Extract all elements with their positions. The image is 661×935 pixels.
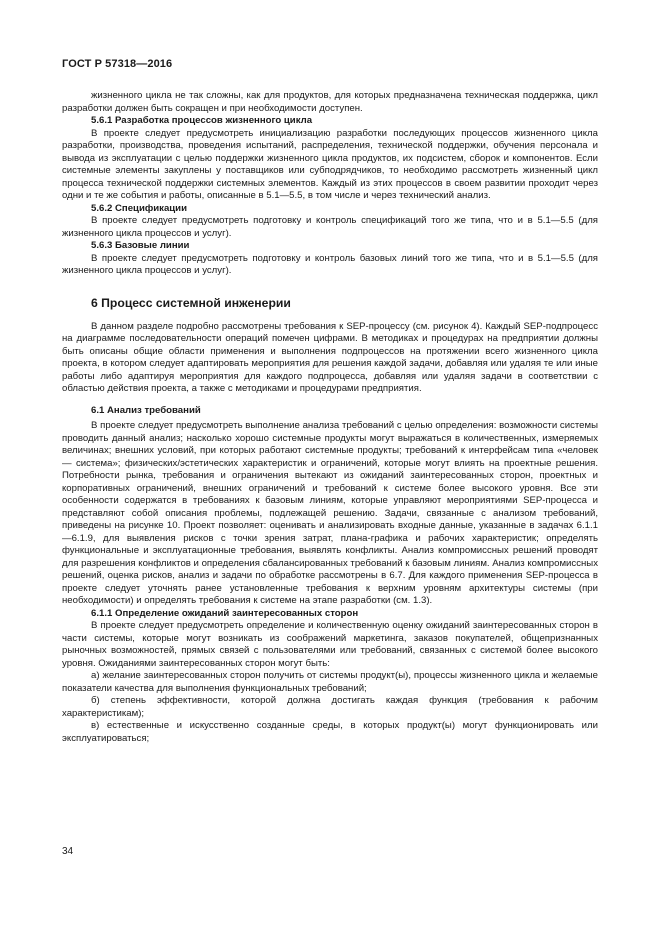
document-body (62, 90, 598, 745)
paragraph: В проекте следует предусмотреть определение и количественную оценку ожиданий заинтересованных сторон в части системы, которые могут возникать из соображений маркетинга, заказов покупателей, общепризнанных рыночных возможностей, прямых связей с пользователями или требований, связанных с системой более высокого уровня. Ожиданиями заинтересованных сторон могут быть: (62, 620, 598, 669)
document-header: ГОСТ Р 57318—2016 (62, 58, 173, 70)
paragraph: в) естественные и искусственно созданные среды, в которых продукт(ы) могут функционировать или эксплуатироваться; (62, 720, 598, 744)
subsection-heading: 5.6.1 Разработка процессов жизненного цикла (91, 115, 313, 126)
paragraph: В проекте следует предусмотреть инициализацию разработки последующих процессов жизненного цикла разработки, производства, проведения испытаний, распределения, технической поддержки, обучения персонала и вывода из эксплуатации с целью поддержки жизненного цикла продуктов, их подсистем, сборок и компонентов. Если системные элементы закуплены у поставщиков или субподрядчиков, то необходимо рассмотреть жизненный цикл процесса технической поддержки системных элементов. Каждый из этих процессов в своем развитии проходит через одни и те же события и работы, описанные в 5.1—5.5, в том числе и через технический анализ. (62, 127, 598, 201)
paragraph: В данном разделе подробно рассмотрены требования к SEP-процессу (см. рисунок 4). Каждый SEP-подпроцесс на диаграмме последовательности операций помечен цифрами. В методиках и процедурах на предприятии должны быть описаны общие области применения и выполнения подпроцессов на протяжении всего жизненного цикла проекта, в котором следует адаптировать мероприятия для решения каждой задачи, добавляя или удаляя те или иные работы либо адаптируя мероприятия для каждого подпроцесса, добавляя или удаляя задачи в соответствии с областью действия проекта, а также с методиками и процедурами предприятия. (62, 320, 598, 394)
subsection-heading: 5.6.3 Базовые линии (91, 240, 190, 251)
page-number: 34 (62, 846, 74, 857)
paragraph: а) желание заинтересованных сторон получить от системы продукт(ы), процессы жизненного цикла и желаемые показатели качества для выполнения функциональных требований; (62, 670, 598, 694)
clause-heading: 6.1 Анализ требований (91, 404, 201, 416)
paragraph: б) степень эффективности, которой должна достигать каждая функция (требования к рабочим характеристикам); (62, 695, 598, 719)
subsection-heading: 6.1.1 Определение ожиданий заинтересованных сторон (91, 607, 359, 619)
paragraph: жизненного цикла не так сложны, как для продуктов, для которых предназначена техническая поддержка, цикл разработки должен быть сокращен и при необходимости доступен. (62, 90, 598, 114)
paragraph: В проекте следует предусмотреть подготовку и контроль спецификаций того же типа, что и в 5.1—5.5 (для жизненного цикла процессов и услуг). (62, 215, 598, 239)
paragraph: В проекте следует предусмотреть подготовку и контроль базовых линий того же типа, что и в 5.1—5.5 (для жизненного цикла процессов и услуг). (62, 252, 598, 276)
section-heading: 6 Процесс системной инженерии (91, 295, 291, 310)
subsection-heading: 5.6.2 Спецификации (91, 202, 187, 214)
paragraph: В проекте следует предусмотреть выполнение анализа требований с целью определения: возможности системы проводить данный анализ; насколько хорошо системные продукты могут выражаться в количественных, измеряемых величинах; внешних условий, при которых работают системные продукты; требований к интерфейсам типа «человек — система»; физических/эстетических характеристик и ограничений, которые могут влиять на проектные решения. Потребности рынка, требования и ограничения вытекают из ожиданий заинтересованных сторон, проектных и корпоративных ограничений, внешних ограничений и требований к системе более высокого уровня. Все эти особенности содержатся в требованиях к базовым линиям, которые управляют мероприятиями SEP-процесса и представляют собой описания проблемы, подлежащей решению. Задачи, связанные с анализом требований, приведены на рисунке 10. Проект позволяет: оценивать и анализировать входные данные, указанные в задачах 6.1.1—6.1.9, для выявления рисков с точки зрения затрат, плана-графика и рабочих характеристик; определять функциональные и эксплуатационные требования, выявлять конфликты. Анализ компромиссных решений проводят для разрешения конфликтов и определения сбалансированных требований к базовым линиям. Анализ компромиссных решений, оценка рисков, анализ и задачи по обработке рассмотрены в 6.7. Для каждого применения SEP-процесса в проекте следует уточнять ранее установленные требования к верхним уровням архитектуры системы (при необходимости) и определять требования к системе на этапе разработки (см. 1.3). (62, 420, 598, 606)
